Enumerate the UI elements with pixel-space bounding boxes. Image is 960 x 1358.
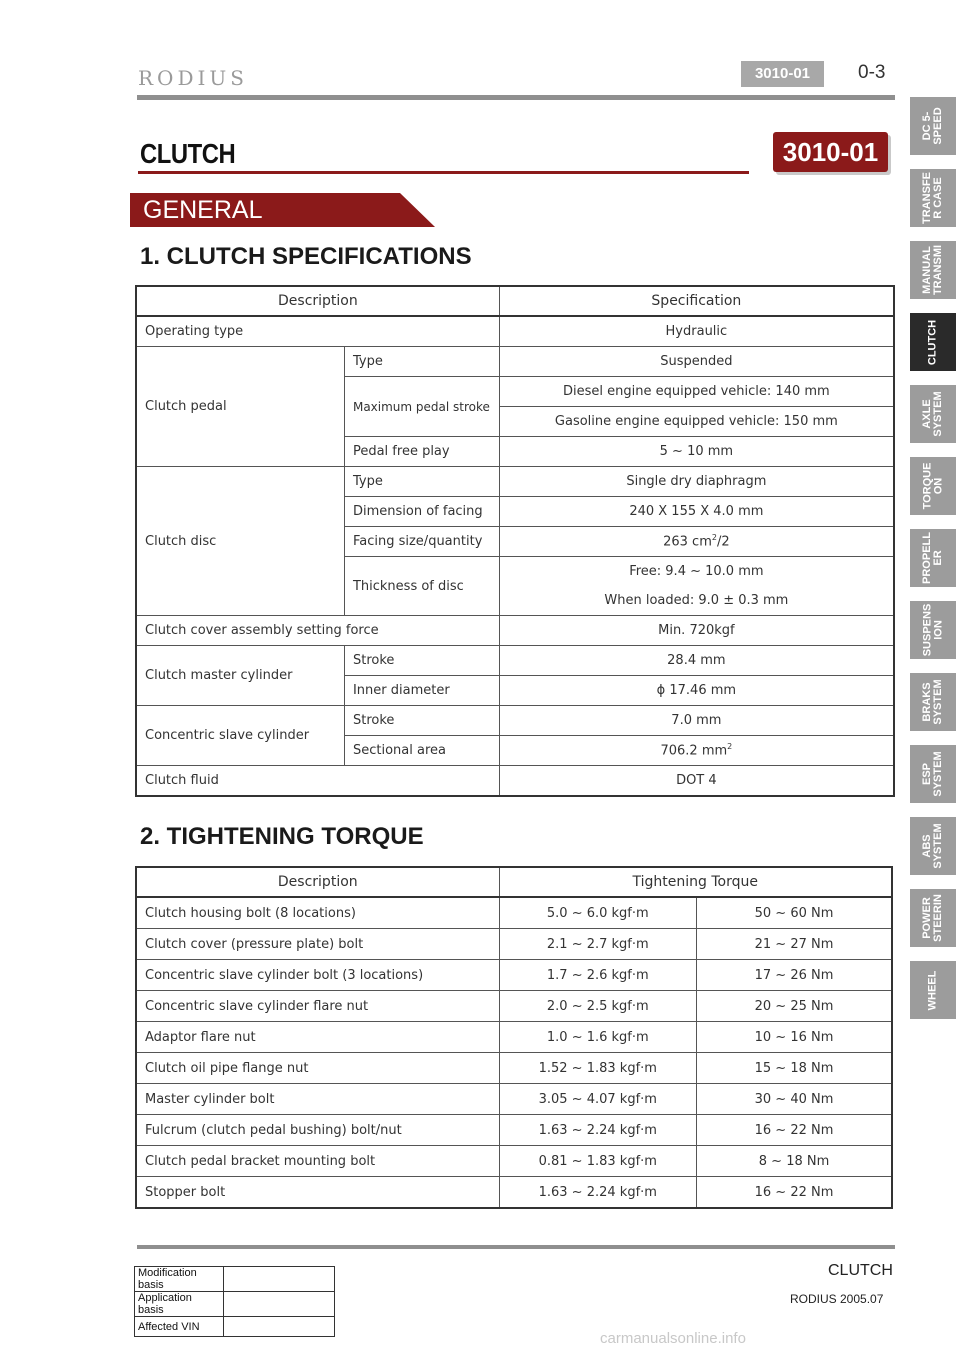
row-label: Clutch cover assembly setting force — [136, 616, 499, 646]
torque-nm: 20 ~ 25 Nm — [697, 991, 892, 1022]
watermark: carmanualsonline.info — [600, 1330, 746, 1347]
torque-description: Stopper bolt — [136, 1177, 499, 1209]
sub-label: Stroke — [344, 706, 499, 736]
torque-kgfm: 1.0 ~ 1.6 kgf·m — [499, 1022, 696, 1053]
torque-description: Adaptor flare nut — [136, 1022, 499, 1053]
tab-label: PROPELL ER — [921, 532, 945, 584]
torque-kgfm: 1.52 ~ 1.83 kgf·m — [499, 1053, 696, 1084]
page-title: CLUTCH — [140, 138, 236, 169]
tab-label: CLUTCH — [926, 319, 939, 365]
col-header-description: Description — [136, 286, 499, 316]
torque-description: Clutch oil pipe flange nut — [136, 1053, 499, 1084]
table-row — [136, 646, 894, 676]
sub-label: Pedal free play — [344, 437, 499, 467]
torque-description: Fulcrum (clutch pedal bushing) bolt/nut — [136, 1115, 499, 1146]
row-value: Gasoline engine equipped vehicle: 150 mm — [499, 407, 894, 437]
table-row — [136, 1146, 892, 1177]
brand-logo: RODIUS — [138, 66, 248, 90]
table-row — [135, 1267, 335, 1292]
col-header-torque: Tightening Torque — [499, 867, 892, 897]
tab-suspens-ion[interactable] — [910, 601, 956, 659]
torque-description: Clutch cover (pressure plate) bolt — [136, 929, 499, 960]
tab-wheel[interactable] — [910, 961, 956, 1019]
table-row — [136, 316, 894, 347]
row-value: When loaded: 9.0 ± 0.3 mm — [499, 586, 894, 616]
tab-label: BRAKS SYSTEM — [921, 679, 944, 725]
torque-nm: 16 ~ 22 Nm — [697, 1177, 892, 1209]
affected-vin-value — [224, 1317, 335, 1337]
general-banner-label: GENERAL — [143, 196, 263, 224]
tab-label: TORQUE ON — [921, 462, 945, 510]
tightening-torque-table — [135, 866, 893, 1209]
torque-nm: 50 ~ 60 Nm — [697, 897, 892, 929]
footer-section-name: CLUTCH — [828, 1262, 893, 1279]
clutch-specifications-table — [135, 285, 895, 797]
row-label: Concentric slave cylinder — [136, 706, 344, 766]
tab-propell-er[interactable] — [910, 529, 956, 587]
value-text: 263 cm — [663, 534, 712, 550]
torque-kgfm: 2.0 ~ 2.5 kgf·m — [499, 991, 696, 1022]
table-row — [136, 1115, 892, 1146]
tab-manual-transmi[interactable] — [910, 241, 956, 299]
row-value: Free: 9.4 ~ 10.0 mm — [499, 557, 894, 587]
sub-label: Facing size/quantity — [344, 527, 499, 557]
tab-label: WHEEL — [926, 970, 939, 1010]
row-label: Clutch fluid — [136, 766, 499, 797]
table-row — [136, 1177, 892, 1209]
torque-nm: 8 ~ 18 Nm — [697, 1146, 892, 1177]
tab-label: TRANSFE R CASE — [921, 172, 945, 224]
modification-basis-value — [224, 1267, 335, 1292]
section-code-badge: 3010-01 — [773, 132, 888, 172]
row-value: ϕ 17.46 mm — [499, 676, 894, 706]
table-row — [135, 1292, 335, 1317]
table-row — [136, 1053, 892, 1084]
title-underline — [138, 171, 749, 174]
torque-description: Concentric slave cylinder flare nut — [136, 991, 499, 1022]
table-row — [136, 960, 892, 991]
torque-kgfm: 1.63 ~ 2.24 kgf·m — [499, 1177, 696, 1209]
value-text: /2 — [716, 534, 730, 550]
table-row — [136, 1022, 892, 1053]
table-header-row — [136, 867, 892, 897]
table-row — [136, 347, 894, 377]
torque-nm: 30 ~ 40 Nm — [697, 1084, 892, 1115]
tab-label: MANUAL TRANSMI — [921, 244, 945, 296]
tab-power-steerin[interactable] — [910, 889, 956, 947]
torque-description: Clutch housing bolt (8 locations) — [136, 897, 499, 929]
modification-table — [134, 1266, 335, 1337]
sub-label: Inner diameter — [344, 676, 499, 706]
section-heading-torque: 2. TIGHTENING TORQUE — [140, 823, 424, 850]
table-row — [136, 991, 892, 1022]
tab-abs-system[interactable] — [910, 817, 956, 875]
torque-kgfm: 5.0 ~ 6.0 kgf·m — [499, 897, 696, 929]
table-row — [136, 929, 892, 960]
row-value: Single dry diaphragm — [499, 467, 894, 497]
header-section-code: 3010-01 — [741, 61, 824, 87]
table-row — [136, 706, 894, 736]
modification-basis-label: Modification basis — [135, 1267, 224, 1292]
row-value: Min. 720kgf — [499, 616, 894, 646]
sub-label: Dimension of facing — [344, 497, 499, 527]
torque-kgfm: 2.1 ~ 2.7 kgf·m — [499, 929, 696, 960]
row-value: 28.4 mm — [499, 646, 894, 676]
sub-label: Type — [344, 467, 499, 497]
affected-vin-label: Affected VIN — [135, 1317, 224, 1337]
table-header-row — [136, 286, 894, 316]
tab-label: DC 5- SPEED — [921, 107, 944, 145]
superscript: 2 — [711, 533, 717, 543]
torque-description: Master cylinder bolt — [136, 1084, 499, 1115]
torque-nm: 17 ~ 26 Nm — [697, 960, 892, 991]
torque-kgfm: 0.81 ~ 1.83 kgf·m — [499, 1146, 696, 1177]
table-row — [136, 1084, 892, 1115]
value-text: 706.2 mm — [660, 743, 728, 759]
torque-kgfm: 3.05 ~ 4.07 kgf·m — [499, 1084, 696, 1115]
tab-label: SUSPENS ION — [921, 603, 945, 657]
torque-kgfm: 1.7 ~ 2.6 kgf·m — [499, 960, 696, 991]
col-header-description: Description — [136, 867, 499, 897]
torque-nm: 21 ~ 27 Nm — [697, 929, 892, 960]
application-basis-value — [224, 1292, 335, 1317]
footer-model-date: RODIUS 2005.07 — [790, 1292, 884, 1306]
tab-torque-on[interactable] — [910, 457, 956, 515]
footer-rule — [137, 1245, 895, 1249]
tab-label: ESP SYSTEM — [921, 751, 944, 797]
table-row — [135, 1317, 335, 1337]
row-label: Clutch pedal — [136, 347, 344, 467]
superscript: 2 — [727, 742, 733, 752]
torque-nm: 10 ~ 16 Nm — [697, 1022, 892, 1053]
row-value — [499, 527, 894, 557]
row-value: DOT 4 — [499, 766, 894, 797]
table-row — [136, 467, 894, 497]
torque-kgfm: 1.63 ~ 2.24 kgf·m — [499, 1115, 696, 1146]
tab-dc-5-speed[interactable] — [910, 97, 956, 155]
tab-axle-system[interactable] — [910, 385, 956, 443]
row-value: 5 ~ 10 mm — [499, 437, 894, 467]
section-heading-specifications: 1. CLUTCH SPECIFICATIONS — [140, 243, 472, 270]
tab-esp-system[interactable] — [910, 745, 956, 803]
torque-nm: 16 ~ 22 Nm — [697, 1115, 892, 1146]
row-value: 240 X 155 X 4.0 mm — [499, 497, 894, 527]
tab-label: AXLE SYSTEM — [921, 391, 944, 437]
col-header-specification: Specification — [499, 286, 894, 316]
sub-label: Stroke — [344, 646, 499, 676]
header-rule — [137, 95, 895, 100]
tab-label: ABS SYSTEM — [921, 823, 944, 869]
sub-label: Sectional area — [344, 736, 499, 766]
sub-label: Type — [344, 347, 499, 377]
tab-transfe-r-case[interactable] — [910, 169, 956, 227]
torque-nm: 15 ~ 18 Nm — [697, 1053, 892, 1084]
sub-label: Thickness of disc — [344, 557, 499, 616]
tab-clutch[interactable] — [910, 313, 956, 371]
torque-description: Clutch pedal bracket mounting bolt — [136, 1146, 499, 1177]
row-value: 7.0 mm — [499, 706, 894, 736]
table-row — [136, 897, 892, 929]
table-row — [136, 616, 894, 646]
row-label: Clutch master cylinder — [136, 646, 344, 706]
tab-label: POWER STEERIN — [921, 894, 944, 942]
row-value: Suspended — [499, 347, 894, 377]
row-label: Operating type — [136, 316, 499, 347]
application-basis-label: Application basis — [135, 1292, 224, 1317]
tab-braks-system[interactable] — [910, 673, 956, 731]
page-number: 0-3 — [858, 62, 886, 83]
row-label: Clutch disc — [136, 467, 344, 616]
row-value: Diesel engine equipped vehicle: 140 mm — [499, 377, 894, 407]
sub-label: Maximum pedal stroke — [344, 377, 499, 437]
row-value: Hydraulic — [499, 316, 894, 347]
torque-description: Concentric slave cylinder bolt (3 locations) — [136, 960, 499, 991]
table-row — [136, 766, 894, 797]
row-value — [499, 736, 894, 766]
